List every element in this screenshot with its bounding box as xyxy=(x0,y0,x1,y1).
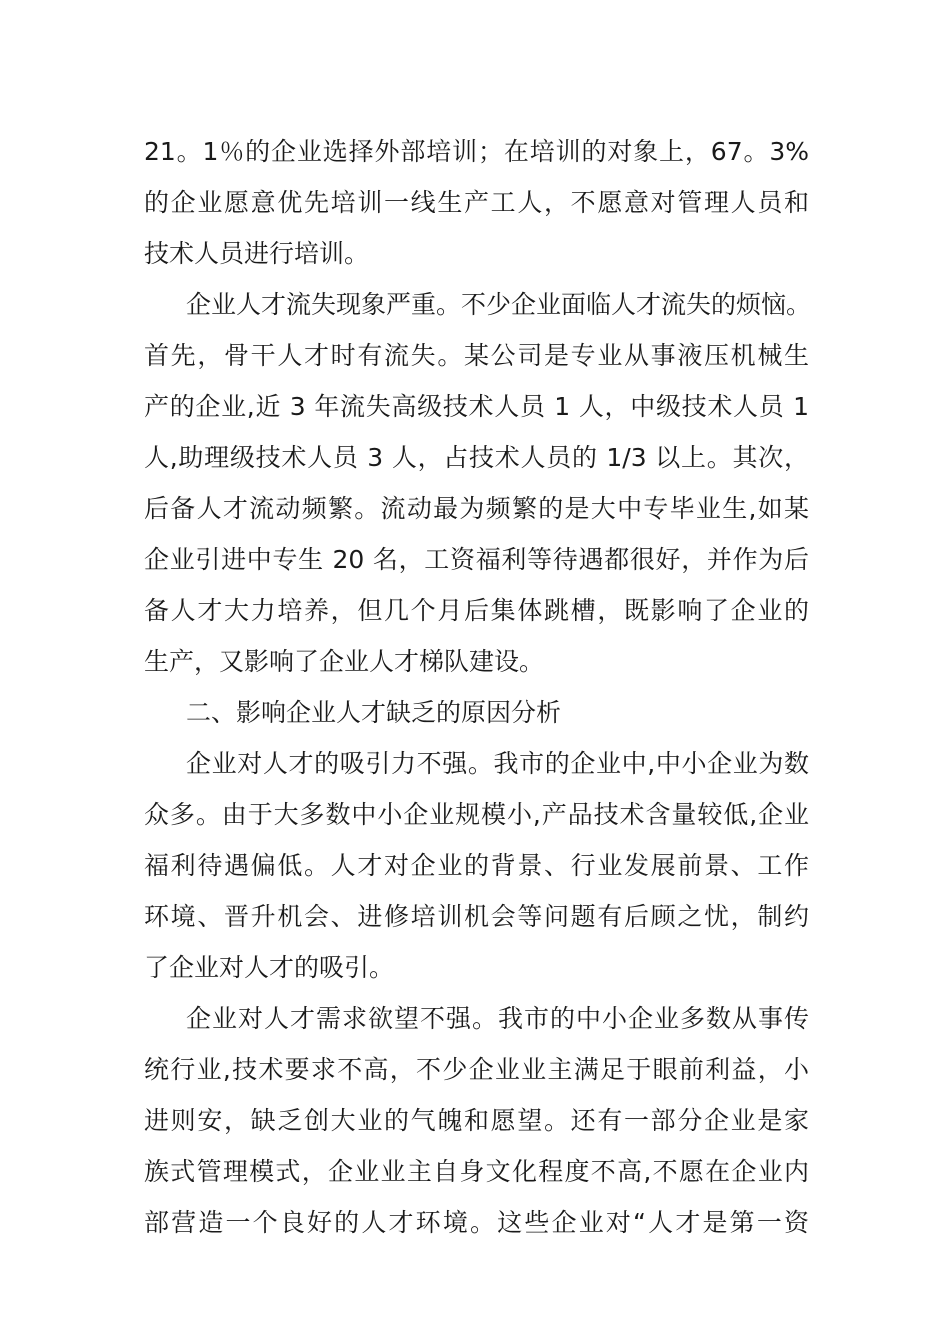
text-line: 部营造一个良好的人才环境。这些企业对“人才是第一资 xyxy=(144,1208,809,1237)
text-line: 21。1％的企业选择外部培训；在培训的对象上，67。3% xyxy=(144,137,809,166)
text-line: 了企业对人才的吸引。 xyxy=(144,953,395,982)
text-line: 进则安，缺乏创大业的气魄和愿望。还有一部分企业是家 xyxy=(144,1106,809,1135)
text-line: 企业引进中专生 20 名，工资福利等待遇都很好，并作为后 xyxy=(144,545,809,574)
body-text xyxy=(144,126,812,1248)
paragraph-start-line: 企业对人才需求欲望不强。我市的中小企业多数从事传 xyxy=(186,1004,809,1033)
text-line: 生产，又影响了企业人才梯队建设。 xyxy=(144,647,545,676)
text-line: 备人才大力培养，但几个月后集体跳槽，既影响了企业的 xyxy=(144,596,809,625)
paragraph-start-line: 企业人才流失现象严重。不少企业面临人才流失的烦恼。 xyxy=(186,290,812,319)
text-line: 后备人才流动频繁。流动最为频繁的是大中专毕业生,如某 xyxy=(144,494,809,523)
text-line: 福利待遇偏低。人才对企业的背景、行业发展前景、工作 xyxy=(144,851,809,880)
text-line: 首先，骨干人才时有流失。某公司是专业从事液压机械生 xyxy=(144,341,809,370)
text-line: 技术人员进行培训。 xyxy=(144,239,370,268)
text-line: 族式管理模式，企业业主自身文化程度不高,不愿在企业内 xyxy=(144,1157,809,1186)
text-line: 人,助理级技术人员 3 人，占技术人员的 1/3 以上。其次， xyxy=(144,443,809,472)
paragraph-start-line: 企业对人才的吸引力不强。我市的企业中,中小企业为数 xyxy=(186,749,809,778)
text-line: 环境、晋升机会、进修培训机会等问题有后顾之忧，制约 xyxy=(144,902,809,931)
text-line: 产的企业,近 3 年流失高级技术人员 1 人，中级技术人员 1 xyxy=(144,392,809,421)
section-heading: 二、影响企业人才缺乏的原因分析 xyxy=(186,698,562,727)
text-line: 众多。由于大多数中小企业规模小,产品技术含量较低,企业 xyxy=(144,800,809,829)
text-line: 的企业愿意优先培训一线生产工人，不愿意对管理人员和 xyxy=(144,188,809,217)
text-line: 统行业,技术要求不高，不少企业业主满足于眼前利益，小 xyxy=(144,1055,809,1084)
